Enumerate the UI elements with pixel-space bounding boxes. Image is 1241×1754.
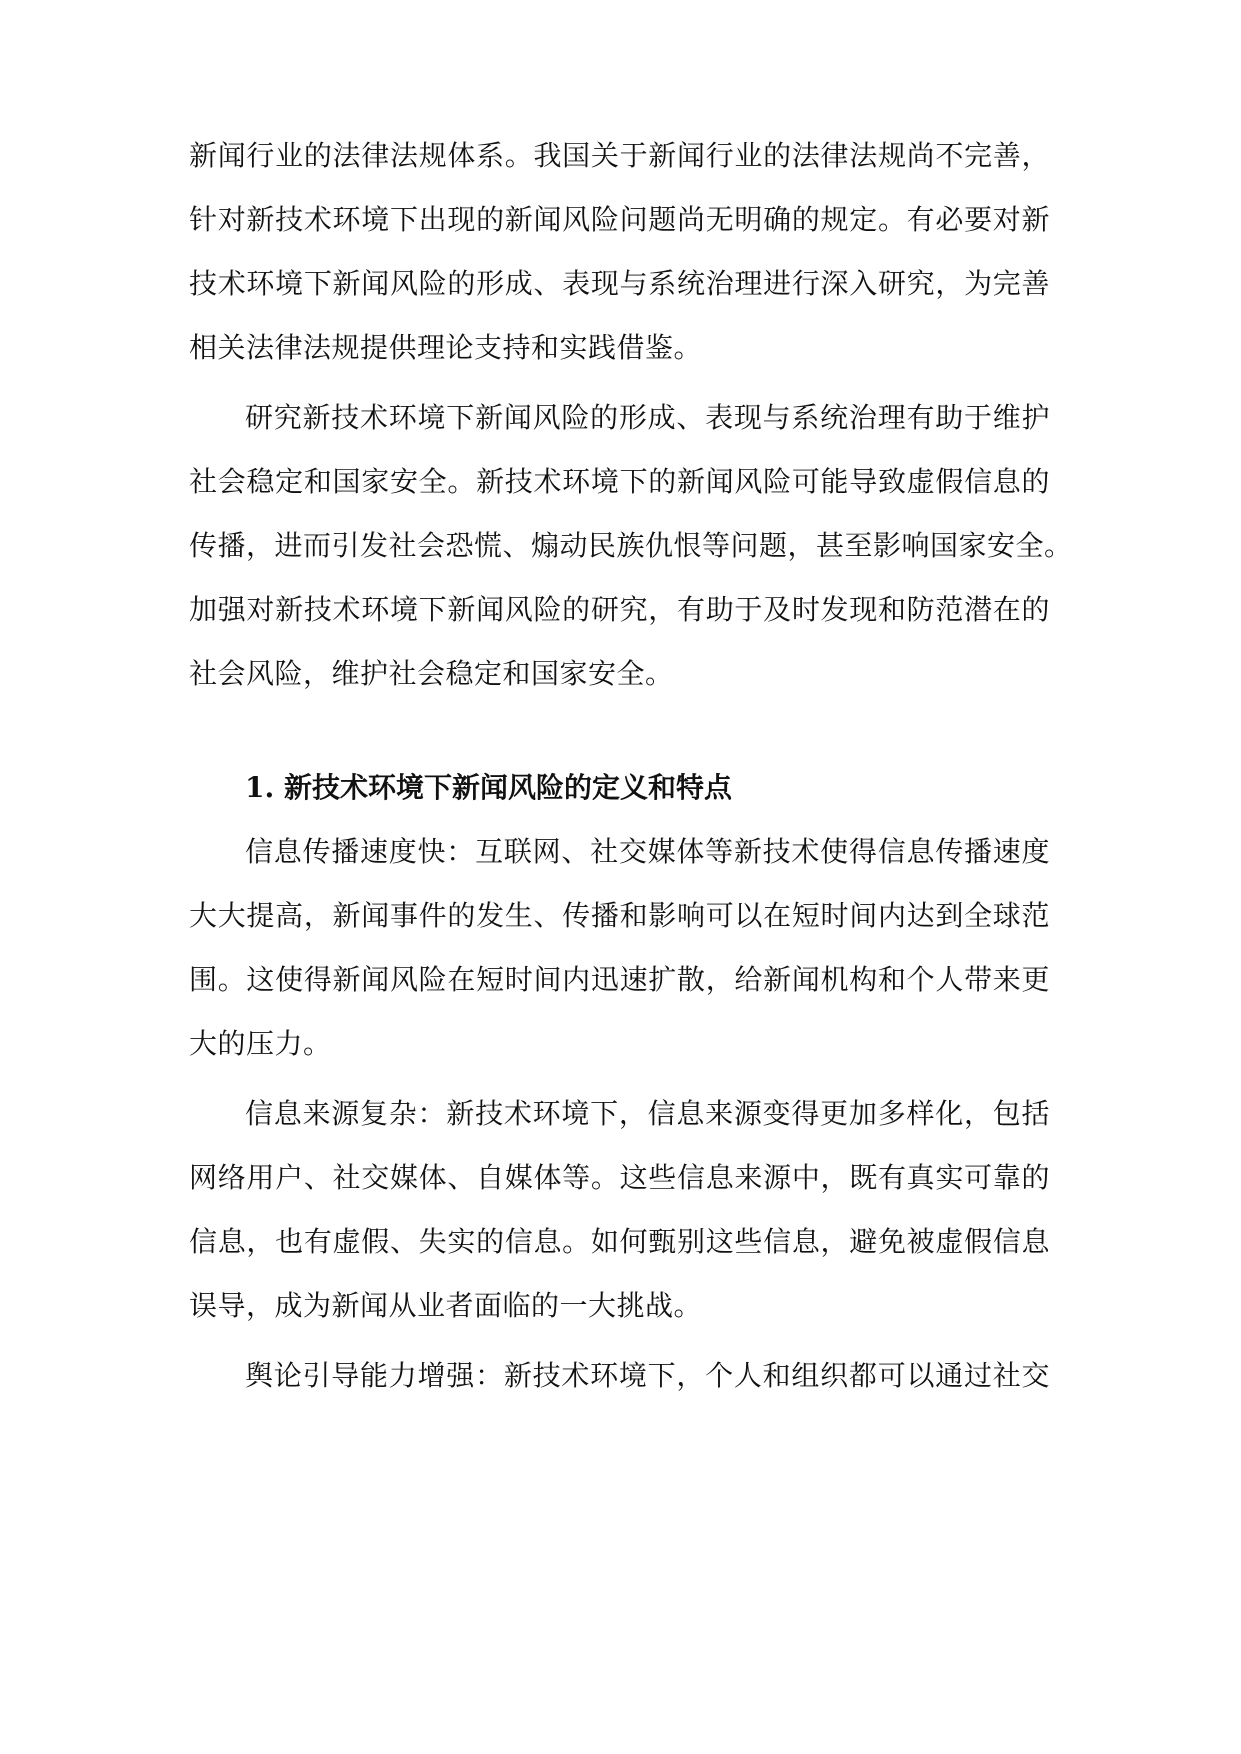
- paragraph-line: 信息，也有虚假、失实的信息。如何甄别这些信息，避免被虚假信息: [189, 1225, 1050, 1258]
- paragraph-line: 加强对新技术环境下新闻风险的研究，有助于及时发现和防范潜在的: [189, 593, 1050, 626]
- paragraph-line: 信息传播速度快：互联网、社交媒体等新技术使得信息传播速度: [245, 835, 1050, 868]
- paragraph-2: [189, 386, 1073, 706]
- paragraph-line: 传播，进而引发社会恐慌、煽动民族仇恨等问题，甚至影响国家安全。: [189, 529, 1073, 562]
- section-paragraph-3: [189, 1344, 1050, 1408]
- paragraph-line: 舆论引导能力增强：新技术环境下，个人和组织都可以通过社交: [245, 1359, 1050, 1392]
- paragraph-line: 大大提高，新闻事件的发生、传播和影响可以在短时间内达到全球范: [189, 899, 1050, 932]
- section-paragraph-2: [189, 1082, 1050, 1338]
- paragraph-line: 技术环境下新闻风险的形成、表现与系统治理进行深入研究，为完善: [189, 267, 1050, 300]
- paragraph-1: [189, 124, 1050, 380]
- paragraph-line: 社会稳定和国家安全。新技术环境下的新闻风险可能导致虚假信息的: [189, 465, 1050, 498]
- section-heading: 1. 新技术环境下新闻风险的定义和特点: [245, 771, 732, 804]
- paragraph-line: 针对新技术环境下出现的新闻风险问题尚无明确的规定。有必要对新: [189, 203, 1050, 236]
- paragraph-line: 相关法律法规提供理论支持和实践借鉴。: [189, 331, 703, 364]
- paragraph-line: 网络用户、社交媒体、自媒体等。这些信息来源中，既有真实可靠的: [189, 1161, 1050, 1194]
- paragraph-line: 误导，成为新闻从业者面临的一大挑战。: [189, 1289, 703, 1322]
- section-paragraph-1: [189, 820, 1050, 1076]
- paragraph-line: 信息来源复杂：新技术环境下，信息来源变得更加多样化，包括: [245, 1097, 1050, 1130]
- paragraph-line: 围。这使得新闻风险在短时间内迅速扩散，给新闻机构和个人带来更: [189, 963, 1050, 996]
- paragraph-line: 研究新技术环境下新闻风险的形成、表现与系统治理有助于维护: [245, 401, 1050, 434]
- paragraph-line: 社会风险，维护社会稳定和国家安全。: [189, 657, 674, 690]
- paragraph-line: 大的压力。: [189, 1027, 332, 1060]
- paragraph-line: 新闻行业的法律法规体系。我国关于新闻行业的法律法规尚不完善，: [189, 139, 1050, 172]
